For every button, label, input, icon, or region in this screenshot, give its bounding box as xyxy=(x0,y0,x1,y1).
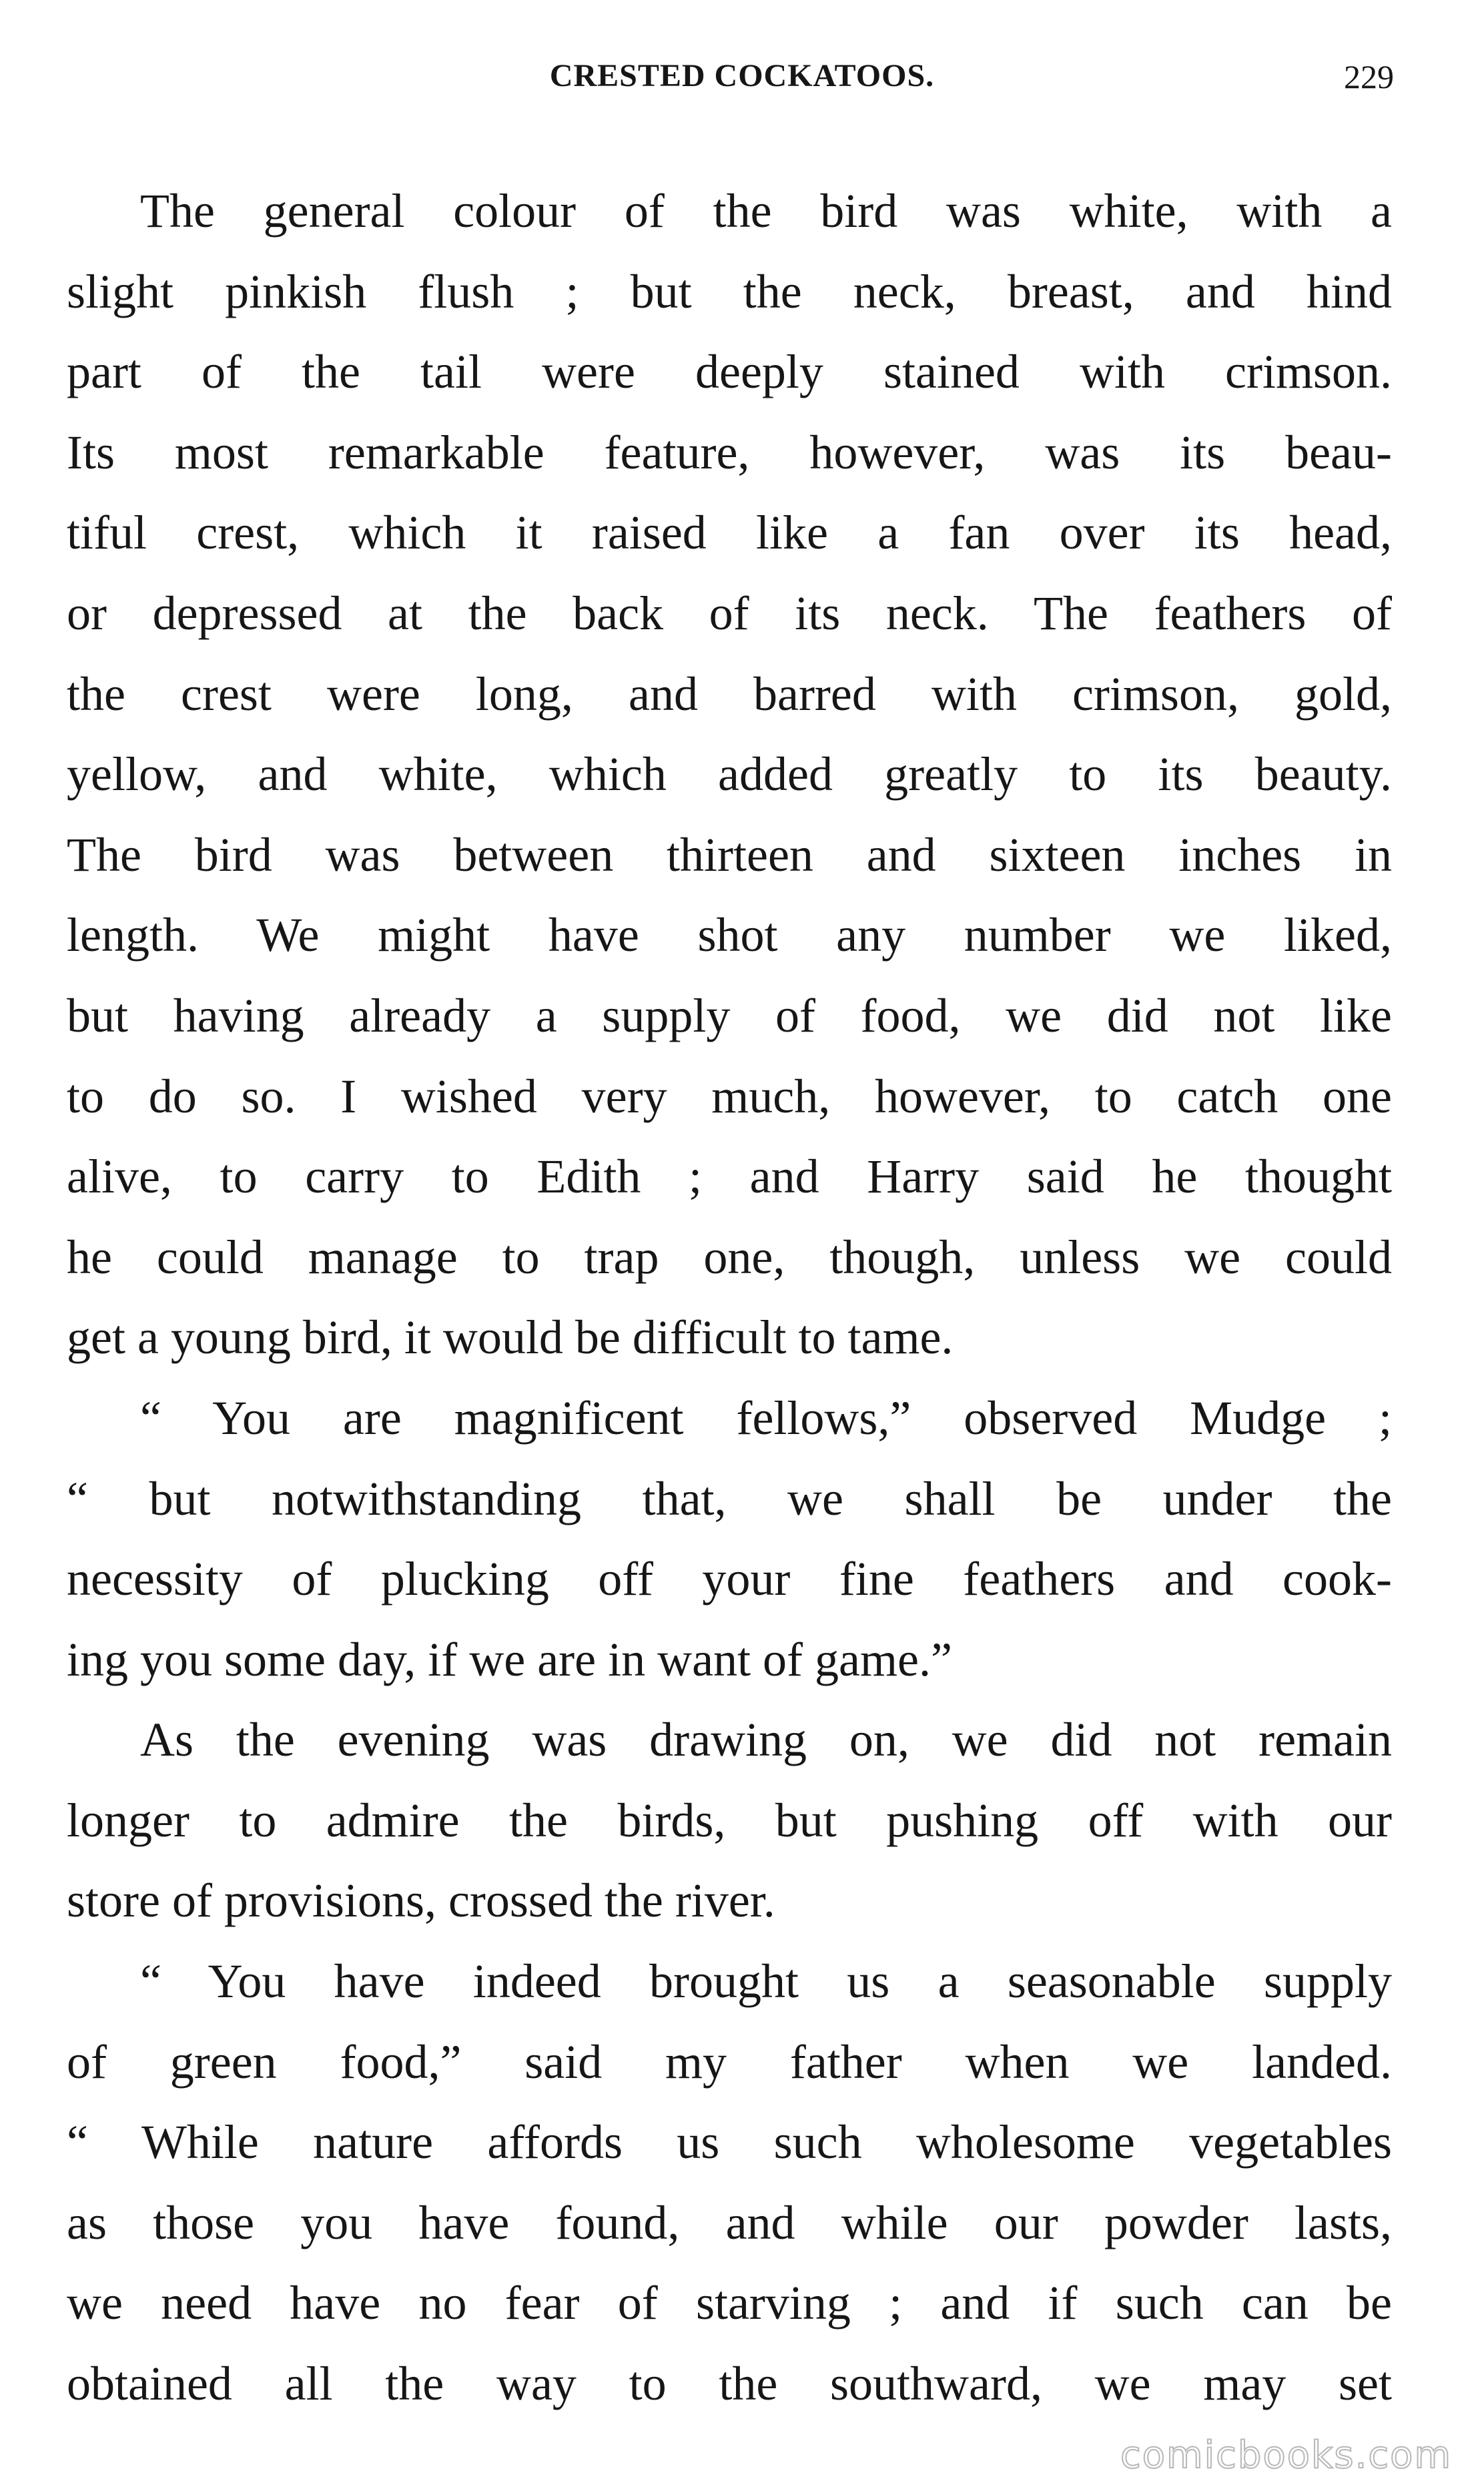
text-line: ing you some day, if we are in want of game.” xyxy=(67,1632,952,1686)
text-line: “ You have indeed brought us a seasonable supply xyxy=(140,1954,1392,2009)
text-line: part of the tail were deeply stained with crimson. xyxy=(67,345,1392,399)
text-line: alive, to carry to Edith ; and Harry said he thought xyxy=(67,1150,1392,1204)
text-line: The general colour of the bird was white, with a xyxy=(140,184,1392,238)
text-line: the crest were long, and barred with crimson, gold, xyxy=(67,667,1392,721)
page-header xyxy=(0,57,1484,117)
text-line: tiful crest, which it raised like a fan over its head, xyxy=(67,506,1392,560)
text-line: but having already a supply of food, we did not like xyxy=(67,988,1392,1042)
text-line: yellow, and white, which added greatly to its beauty. xyxy=(67,747,1392,801)
page-number: 229 xyxy=(1344,58,1394,95)
text-line: we need have no fear of starving ; and if such can be xyxy=(67,2276,1392,2330)
text-line: length. We might have shot any number we liked, xyxy=(67,908,1392,962)
text-line: Its most remarkable feature, however, was its beau- xyxy=(67,425,1392,479)
text-line: “ You are magnificent fellows,” observed Mudge ; xyxy=(140,1391,1392,1445)
text-line: he could manage to trap one, though, unless we could xyxy=(67,1230,1392,1284)
running-title: CRESTED COCKATOOS. xyxy=(549,58,935,93)
text-line: slight pinkish flush ; but the neck, breast, and hind xyxy=(67,264,1392,318)
text-line: of green food,” said my father when we landed. xyxy=(67,2035,1392,2089)
text-line: as those you have found, and while our powder lasts, xyxy=(67,2195,1392,2249)
text-line: get a young bird, it would be difficult to tame. xyxy=(67,1311,954,1365)
text-line: store of provisions, crossed the river. xyxy=(67,1874,775,1928)
watermark: comicbooks.com xyxy=(1120,2434,1452,2477)
text-line: “ While nature affords us such wholesome vegetables xyxy=(67,2115,1392,2169)
text-line: obtained all the way to the southward, we may set xyxy=(67,2357,1392,2411)
text-line: to do so. I wished very much, however, to catch one xyxy=(67,1069,1392,1123)
text-line: The bird was between thirteen and sixteen inches in xyxy=(67,827,1392,881)
text-line: longer to admire the birds, but pushing off with our xyxy=(67,1793,1392,1847)
text-line: necessity of plucking off your fine feathers and cook- xyxy=(67,1552,1392,1606)
body-text xyxy=(67,171,1392,2424)
text-line: “ but notwithstanding that, we shall be under the xyxy=(67,1471,1392,1525)
text-line: As the evening was drawing on, we did not remain xyxy=(140,1713,1392,1767)
text-line: or depressed at the back of its neck. The feathers of xyxy=(67,586,1392,640)
